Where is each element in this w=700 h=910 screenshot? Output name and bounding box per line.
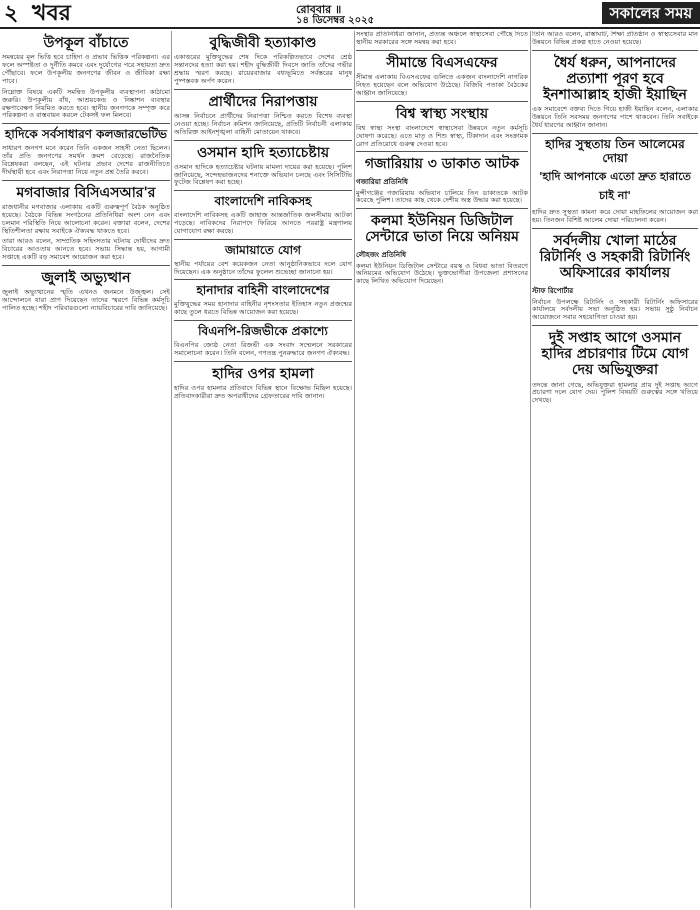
divider: [174, 320, 352, 321]
column-divider: [171, 31, 172, 908]
article-body: জুলাই অভ্যুত্থানের স্মৃতি এখনও জনমনে উজ্জ্বল। সেই আন্দোলনে যারা প্রাণ দিয়েছেন তাদের স্মরণে বিভিন্ন কর্মসূচি পালিত হচ্ছে। শহীদ পরিবারগুলো ন্যায়বিচারের দাবি জানিয়েছে।: [2, 288, 170, 313]
article-body: তিনি আরও বলেন, রাস্তাঘাট, শিক্ষা প্রতিষ্ঠান ও স্বাস্থ্যসেবার মান উন্নয়নে বিভিন্ন প্রকল্প হাতে নেওয়া হয়েছে।: [532, 31, 698, 46]
article-body: স্থানীয় পর্যায়ের বেশ কয়েকজন নেতা আনুষ্ঠানিকভাবে দলে যোগ দিয়েছেন। এক অনুষ্ঠানে তাঁদের ফুলেল শুভেচ্ছা জানানো হয়।: [174, 259, 352, 276]
byline: লৌহজং প্রতিনিধি: [356, 250, 407, 259]
article-body: তদন্তে জানা গেছে, অভিযুক্তরা হামলার প্রায় দুই সপ্তাহ আগে প্রচারণা দলে যোগ দেয়। পুলিশ বিষয়টি গুরুত্বের সঙ্গে খতিয়ে দেখছে।: [532, 380, 698, 405]
article-body: রাজধানীর মগবাজার এলাকায় একটি গুরুত্বপূর্ণ বৈঠক অনুষ্ঠিত হয়েছে। বৈঠকে বিভিন্ন সংগঠনের প্রতিনিধিরা অংশ নেন এবং চলমান পরিস্থিতি নিয়ে আলোচনা করেন। বক্তারা বলেন, দেশের স্থিতিশীলতা রক্ষায় সবাইকে ঐক্যবদ্ধ থাকতে হবে।: [2, 202, 170, 235]
masthead: [0, 0, 700, 28]
divider: [356, 101, 528, 102]
article-body: সাধারণ জনগণ মনে করেন তিনি একজন সাহসী নেতা ছিলেন। তাঁর প্রতি জনগণের সমর্থন ক্রমশ বেড়েছে। রাজনৈতিক বিশ্লেষকরা বলছেন, এই ঘটনার প্রভাব দেশের রাজনীতিতে দীর্ঘস্থায়ী হবে এবং নিরাপত্তা নিয়ে নতুন প্রশ্ন তৈরি করবে।: [2, 144, 170, 176]
divider: [174, 239, 352, 240]
article-headline: দুই সপ্তাহ আগে ওসমান হাদির প্রচারণার টিমে যোগ দেয় অভিযুক্তরা: [541, 330, 689, 379]
divider: [174, 89, 352, 90]
pull-quote: 'হাদি আপনাকে এতো দ্রুত হারাতে চাই না': [539, 170, 691, 203]
article-body: নিম্নোক্ত বিষয়ে একটি সমন্বিত উপকূলীয় ব্যবস্থাপনা কাঠামো জরুরি। উপকূলীয় বাঁধ, আশ্রয়কেন্দ্র ও নিষ্কাশন ব্যবস্থার রক্ষণাবেক্ষণ নিয়মিত করতে হবে। স্থানীয় জনগণকে সম্পৃক্ত করে পরিকল্পনা ও বাস্তবায়ন করলে টেকসই ফল মিলবে।: [2, 87, 170, 120]
article-headline: সীমান্তে বিএসএফের: [386, 54, 498, 71]
article-body: মুক্তিযুদ্ধের সময় হানাদার বাহিনীর নৃশংসতার ইতিহাস নতুন প্রজন্মের কাছে তুলে ধরতে বিভিন্ন আয়োজন করা হয়েছে।: [174, 300, 352, 317]
section-title: খবর: [32, 0, 71, 26]
article-headline: জামায়াতে যোগ: [224, 242, 302, 257]
divider: [532, 228, 698, 229]
article-body: কলমা ইউনিয়ন ডিজিটাল সেন্টারে বয়স্ক ও বিধবা ভাতা বিতরণে অনিয়মের অভিযোগ উঠেছে। ভুক্তভোগীরা উপজেলা প্রশাসনের কাছে লিখিত অভিযোগ দিয়েছেন।: [356, 261, 528, 286]
issue-date: ১৪ ডিসেম্বর ২০২৫: [296, 15, 375, 26]
column-2: [174, 31, 352, 908]
column-1: [2, 31, 170, 908]
column-divider: [530, 31, 531, 908]
article-headline: সর্বদলীয় খোলা মাঠের রিটার্নিং ও সহকারী রিটার্নিং অফিসারের কার্যালয়: [539, 233, 691, 282]
article-body: একাত্তরের মুক্তিযুদ্ধের শেষ দিকে পরিকল্পিতভাবে দেশের শ্রেষ্ঠ সন্তানদের হত্যা করা হয়। শহীদ বুদ্ধিজীবী দিবসে জাতি তাঁদের গভীর শ্রদ্ধায় স্মরণ করছে। রায়েরবাজার বধ্যভূমিতে সর্বস্তরের মানুষ পুষ্পস্তবক অর্পণ করেন।: [174, 53, 352, 85]
byline: স্টাফ রিপোর্টার: [532, 286, 574, 295]
article-body: হাদির ওপর হামলার প্রতিবাদে বিভিন্ন স্থানে বিক্ষোভ মিছিল হয়েছে। প্রতিবাদকারীরা দ্রুত অপরাধীদের গ্রেফতারের দাবি জানান।: [174, 383, 352, 400]
article-body: আসন্ন নির্বাচনে প্রার্থীদের নিরাপত্তা নিশ্চিত করতে বিশেষ ব্যবস্থা নেওয়া হচ্ছে। নির্বাচন কমিশন জানিয়েছে, প্রতিটি নির্বাচনী এলাকায় অতিরিক্ত আইনশৃঙ্খলা বাহিনী মোতায়েন থাকবে।: [174, 111, 352, 136]
article-headline: ওসমান হাদি হত্যাচেষ্টায়: [196, 144, 330, 161]
article-headline: বাংলাদেশি নাবিকসহ: [214, 194, 312, 209]
article-body: এক সমাবেশে বক্তব্য দিতে গিয়ে হাজী ইয়াছিন বলেন, এলাকার উন্নয়নে তিনি সবসময় জনগণের পাশে থাকবেন। তিনি সবাইকে ধৈর্য ধারণের আহ্বান জানান।: [532, 105, 698, 129]
divider: [174, 140, 352, 141]
divider: [174, 361, 352, 362]
divider: [532, 133, 698, 134]
article-headline: ধৈর্য ধরুন, আপনাদের প্রত্যাশা পূরণ হবে ইনশাআল্লাহ হাজী ইয়াছিন: [543, 54, 687, 103]
article-body: তারা আরও বলেন, সাম্প্রতিক সহিংসতার ঘটনায় দোষীদের দ্রুত বিচারের আওতায় আনতে হবে। সভায় সিদ্ধান্ত হয়, আগামী সপ্তাহে একটি বড় সমাবেশ আয়োজন করা হবে।: [2, 237, 170, 262]
article-body: বাংলাদেশি নাবিকসহ একটি জাহাজ আন্তর্জাতিক জলসীমায় আটকা পড়েছে। নাবিকদের নিরাপদে ফিরিয়ে আনতে পররাষ্ট্র মন্ত্রণালয় যোগাযোগ রক্ষা করছে।: [174, 211, 352, 235]
article-headline: হাদির ওপর হামলা: [212, 365, 314, 382]
page-number: ২: [4, 0, 19, 26]
article-body: বিএনপির জ্যেষ্ঠ নেতা রিজভী এক সংবাদ সম্মেলনে সরকারের সমালোচনা করেন। তিনি বলেন, গণতন্ত্র পুনরুদ্ধারে জনগণ ঐক্যবদ্ধ।: [174, 340, 352, 357]
article-headline: হাদির সুস্থতায় তিন আলেমের দোয়া: [545, 136, 685, 165]
divider: [532, 325, 698, 326]
divider: [532, 50, 698, 51]
article-body: ওসমান হাদিকে হত্যাচেষ্টার ঘটনায় মামলা দায়ের করা হয়েছে। পুলিশ জানিয়েছে, সন্দেহভাজনদের শনাক্তে অভিযান চলছে এবং সিসিটিভি ফুটেজ বিশ্লেষণ করা হচ্ছে।: [174, 162, 352, 187]
article-headline: গজারিয়ায় ৩ ডাকাত আটক: [364, 156, 520, 173]
column-4: [532, 31, 698, 908]
column-3: [356, 31, 528, 908]
article-body: মুন্সীগঞ্জের গজারিয়ায় অভিযান চালিয়ে তিন ডাকাতকে আটক করেছে পুলিশ। তাদের কাছ থেকে দেশীয় অস্ত্র উদ্ধার করা হয়েছে।: [356, 188, 528, 205]
article-headline: বিএনপি-রিজভীকে প্রকাশ্যে: [198, 324, 328, 339]
divider: [2, 265, 170, 266]
byline: গজারিয়া প্রতিনিধি: [356, 177, 408, 186]
divider: [356, 151, 528, 152]
article-body: সীমান্ত এলাকায় বিএসএফের গুলিতে একজন বাংলাদেশি নাগরিক নিহত হয়েছেন বলে অভিযোগ উঠেছে। বিজিবি পতাকা বৈঠকের আহ্বান জানিয়েছে।: [356, 72, 528, 97]
article-headline: বুদ্ধিজীবী হত্যাকাণ্ড: [209, 35, 317, 51]
divider: [2, 123, 170, 124]
divider: [174, 279, 352, 280]
article-body: সংস্থার প্রতিনিধিরা জানান, প্রত্যন্ত অঞ্চলে স্বাস্থ্যসেবা পৌঁছে দিতে স্থানীয় সরকারের সঙ্গে সমন্বয় করা হবে।: [356, 31, 528, 46]
newspaper-logo: সকালের সময়: [602, 2, 700, 24]
article-headline: বিশ্ব স্বাস্থ্য সংস্থায়: [395, 105, 489, 122]
article-body: হাদির দ্রুত সুস্থতা কামনা করে দোয়া মাহফিলের আয়োজন করা হয়। তিনজন বিশিষ্ট আলেম দোয়া পরিচালনা করেন।: [532, 208, 698, 225]
article-headline: কলমা ইউনিয়ন ডিজিটাল সেন্টারে ভাতা নিয়ে অনিয়ম: [365, 213, 519, 246]
article-headline: উপকূল বাঁচাতে: [43, 35, 129, 51]
article-body: নির্বাচন উপলক্ষে রিটার্নিং ও সহকারী রিটার্নিং অফিসারের কার্যালয়ে সর্বদলীয় সভা অনুষ্ঠিত হয়। সভায় সুষ্ঠু নির্বাচন আয়োজনে সবার সহযোগিতা চাওয়া হয়।: [532, 297, 698, 322]
article-headline: জুলাই অভ্যুত্থান: [41, 270, 131, 287]
column-divider: [354, 31, 355, 908]
divider: [356, 208, 528, 209]
article-headline: মগবাজার বিসিএসআর'র: [16, 184, 156, 201]
divider: [356, 50, 528, 51]
divider: [2, 180, 170, 181]
article-headline: হাদিকে সর্বসাধারণ কলজারভেটিভ: [5, 127, 167, 142]
article-headline: হানাদার বাহিনী বাংলাদেশের: [196, 283, 330, 298]
article-headline: প্রার্থীদের নিরাপত্তায়: [208, 93, 318, 110]
article-body: বিশ্ব স্বাস্থ্য সংস্থা বাংলাদেশে স্বাস্থ্যসেবা উন্নয়নে নতুন কর্মসূচি ঘোষণা করেছে। এতে মাতৃ ও শিশু স্বাস্থ্য, টিকাদান এবং সংক্রামক রোগ প্রতিরোধে গুরুত্ব দেওয়া হবে।: [356, 123, 528, 148]
issue-day: রোববার ॥: [296, 3, 342, 16]
article-body: সমন্বয়ের মূল ভিত্তি হবে চাহিদা ও প্রভাব ভিত্তিক পরিকল্পনা। এর ফলে অস্পষ্টতা ও দুর্নীতি কমবে এবং দুর্যোগের পরে সহায়তা দ্রুত পৌঁছাবে। ফলে উপকূলীয় জনগণের জীবন ও জীবিকা রক্ষা পাবে।: [2, 53, 170, 85]
divider: [174, 190, 352, 191]
masthead-rule: [0, 27, 700, 29]
